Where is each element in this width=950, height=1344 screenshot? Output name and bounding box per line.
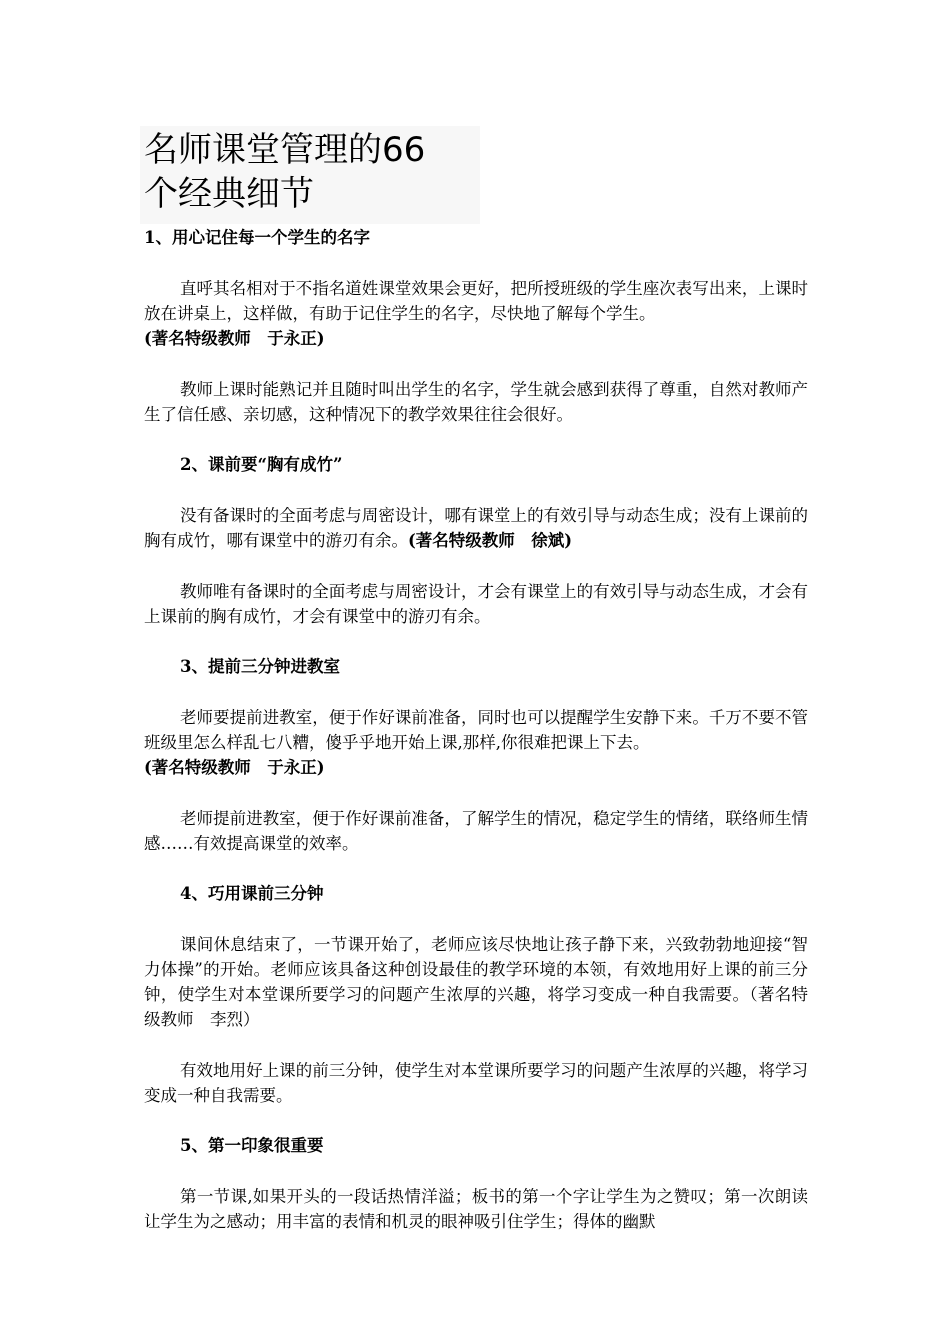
section-paragraph: 有效地用好上课的前三分钟，使学生对本堂课所要学习的问题产生浓厚的兴趣，将学习变成一种自我需要。	[144, 1061, 808, 1105]
author-citation: (著名特级教师 于永正)	[144, 758, 325, 777]
section-paragraph: 没有备课时的全面考虑与周密设计，哪有课堂上的有效引导与动态生成；没有上课前的胸有成竹，哪有课堂中的游刃有余。(著名特级教师 徐斌)	[144, 506, 808, 550]
section-4	[144, 882, 808, 1134]
section-2	[144, 453, 808, 655]
section-heading: 5、第一印象很重要	[180, 1136, 324, 1155]
author-citation: （著名特级教师 李烈）	[144, 985, 809, 1029]
title-line-2: 个经典细节	[144, 174, 314, 214]
section-1	[144, 226, 808, 453]
section-paragraph: 第一节课,如果开头的一段话热情洋溢；板书的第一个字让学生为之赞叹；第一次朗读让学生为之感动；用丰富的表情和机灵的眼神吸引住学生；得体的幽默	[144, 1187, 808, 1231]
section-paragraph: 直呼其名相对于不指名道姓课堂效果会更好，把所授班级的学生座次表写出来，上课时放在讲桌上，这样做，有助于记住学生的名字，尽快地了解每个学生。 (著名特级教师 于永正)	[144, 279, 808, 348]
section-paragraph: 老师提前进教室，便于作好课前准备，了解学生的情况，稳定学生的情绪，联络师生情感……有效提高课堂的效率。	[144, 809, 808, 853]
section-heading: 1、用心记住每一个学生的名字	[144, 228, 370, 247]
title-line-1: 名师课堂管理的66	[144, 130, 426, 170]
section-paragraph: 老师要提前进教室，便于作好课前准备，同时也可以提醒学生安静下来。千万不要不管班级里怎么样乱七八糟，傻乎乎地开始上课,那样,你很难把课上下去。 (著名特级教师 于永正)	[144, 708, 808, 777]
section-heading: 3、提前三分钟进教室	[180, 657, 340, 676]
section-heading: 2、课前要“胸有成竹”	[180, 455, 343, 474]
document-body	[144, 226, 808, 1234]
document-title	[144, 128, 474, 216]
section-paragraph: 教师唯有备课时的全面考虑与周密设计，才会有课堂上的有效引导与动态生成，才会有上课前的胸有成竹，才会有课堂中的游刃有余。	[144, 582, 808, 626]
section-3	[144, 655, 808, 882]
author-citation: (著名特级教师 徐斌)	[408, 531, 573, 550]
section-5	[144, 1134, 808, 1234]
section-paragraph: 教师上课时能熟记并且随时叫出学生的名字，学生就会感到获得了尊重，自然对教师产生了信任感、亲切感，这种情况下的教学效果往往会很好。	[144, 380, 808, 424]
author-citation: (著名特级教师 于永正)	[144, 329, 325, 348]
section-heading: 4、巧用课前三分钟	[180, 884, 324, 903]
section-paragraph: 课间休息结束了，一节课开始了，老师应该尽快地让孩子静下来，兴致勃勃地迎接“智力体操”的开始。老师应该具备这种创设最佳的教学环境的本领，有效地用好上课的前三分钟，使学生对本堂课所要学习的问题产生浓厚的兴趣，将学习变成一种自我需要。（著名特级教师 李烈）	[144, 935, 809, 1029]
